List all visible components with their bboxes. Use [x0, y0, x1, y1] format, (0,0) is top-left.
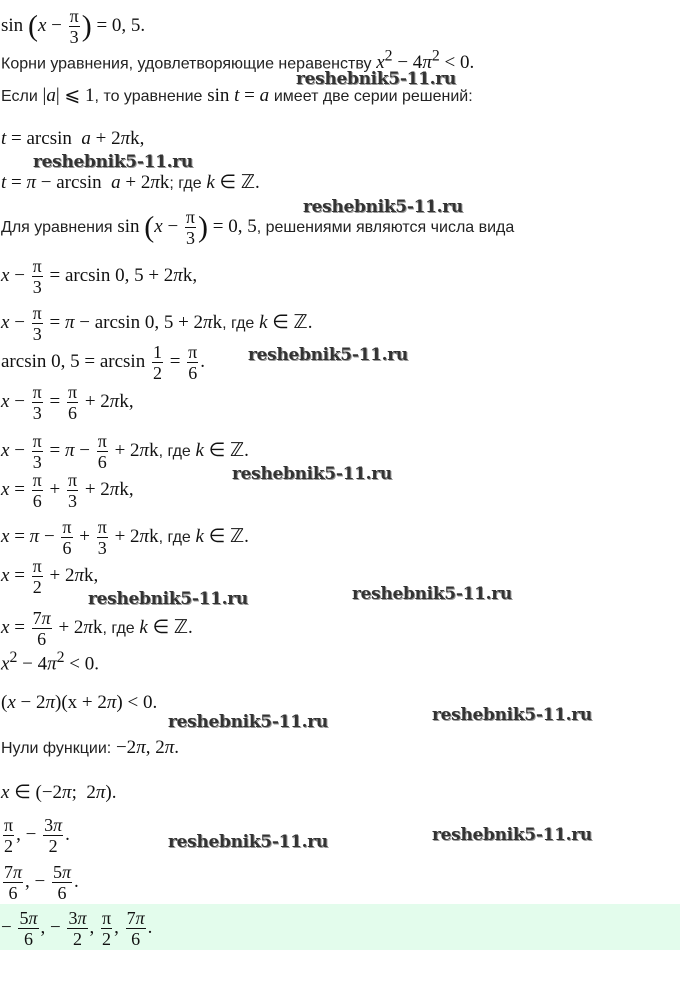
- watermark: reshebnik5-11.ru: [432, 705, 592, 725]
- equation-line: x = $\frac{7\pi}{6}$ + 2πk, где k ∈ ℤ.: [1, 608, 193, 649]
- text-line: Корни уравнения, удовлетворяющие неравенству $x^2 - 4\pi^2 < 0$.: [1, 48, 475, 74]
- watermark: reshebnik5-11.ru: [303, 197, 463, 217]
- roots-intro-text: Корни уравнения, удовлетворяющие неравенству: [1, 55, 372, 73]
- watermark: reshebnik5-11.ru: [232, 464, 392, 484]
- text-line: Для уравнения sin (x − $\frac{\pi}{3}$ ) = 0, 5, решениями являются числа вида: [1, 207, 515, 248]
- text-line: Нули функции: −2π, 2π.: [1, 737, 179, 758]
- answer-line: − $\frac{5\pi}{6}$ , − $\frac{3\pi}{2}$ , $\frac{\pi}{2}$ , $\frac{7\pi}{6}$ .: [1, 908, 153, 949]
- equation-line: x − $\frac{\pi}{3}$ = π − arcsin 0, 5 + 2πk, где k ∈ ℤ.: [1, 303, 313, 344]
- equation-line: $x^2 - 4\pi^2 < 0$.: [1, 649, 99, 675]
- equation-line: x − $\frac{\pi}{3}$ = arcsin 0, 5 + 2πk,: [1, 256, 198, 297]
- watermark: reshebnik5-11.ru: [168, 712, 328, 732]
- watermark: reshebnik5-11.ru: [248, 345, 408, 365]
- equation-line: x − $\frac{\pi}{3}$ = $\frac{\pi}{6}$ + 2πk,: [1, 382, 134, 423]
- equation-line: x = π − $\frac{\pi}{6}$ + $\frac{\pi}{3}$ + 2πk, где k ∈ ℤ.: [1, 517, 249, 558]
- watermark: reshebnik5-11.ru: [33, 152, 193, 172]
- equation-line: t = arcsin a + 2πk,: [1, 128, 145, 149]
- equation-line: (x − 2π)(x + 2π) < 0.: [1, 692, 158, 713]
- fraction: $\frac{\pi}{3}$: [69, 6, 79, 47]
- equation-line: x = $\frac{\pi}{6}$ + $\frac{\pi}{3}$ + 2πk,: [1, 470, 134, 511]
- text-line: Если |a| ⩽ 1, то уравнение sin t = a имеет две серии решений:: [1, 85, 473, 106]
- watermark: reshebnik5-11.ru: [168, 832, 328, 852]
- watermark: reshebnik5-11.ru: [296, 69, 456, 89]
- equation-line: x = $\frac{\pi}{2}$ + 2πk,: [1, 556, 99, 597]
- equation-line: $\frac{7\pi}{6}$ , − $\frac{5\pi}{6}$ .: [4, 862, 79, 903]
- watermark: reshebnik5-11.ru: [432, 825, 592, 845]
- equation-line: sin (x − $\frac{\pi}{3}$ ) = 0, 5.: [1, 6, 146, 47]
- equation-line: arcsin 0, 5 = arcsin $\frac{1}{2}$ = $\frac{\pi}{6}$ .: [1, 342, 206, 383]
- equation-line: $\frac{\pi}{2}$ , − $\frac{3\pi}{2}$ .: [4, 815, 70, 856]
- watermark: reshebnik5-11.ru: [88, 589, 248, 609]
- watermark: reshebnik5-11.ru: [352, 584, 512, 604]
- equation-line: x ∈ (−2π; 2π).: [1, 782, 117, 803]
- equation-line: t = π − arcsin a + 2πk; где k ∈ ℤ.: [1, 172, 260, 193]
- equation-line: x − $\frac{\pi}{3}$ = π − $\frac{\pi}{6}$ + 2πk, где k ∈ ℤ.: [1, 431, 249, 472]
